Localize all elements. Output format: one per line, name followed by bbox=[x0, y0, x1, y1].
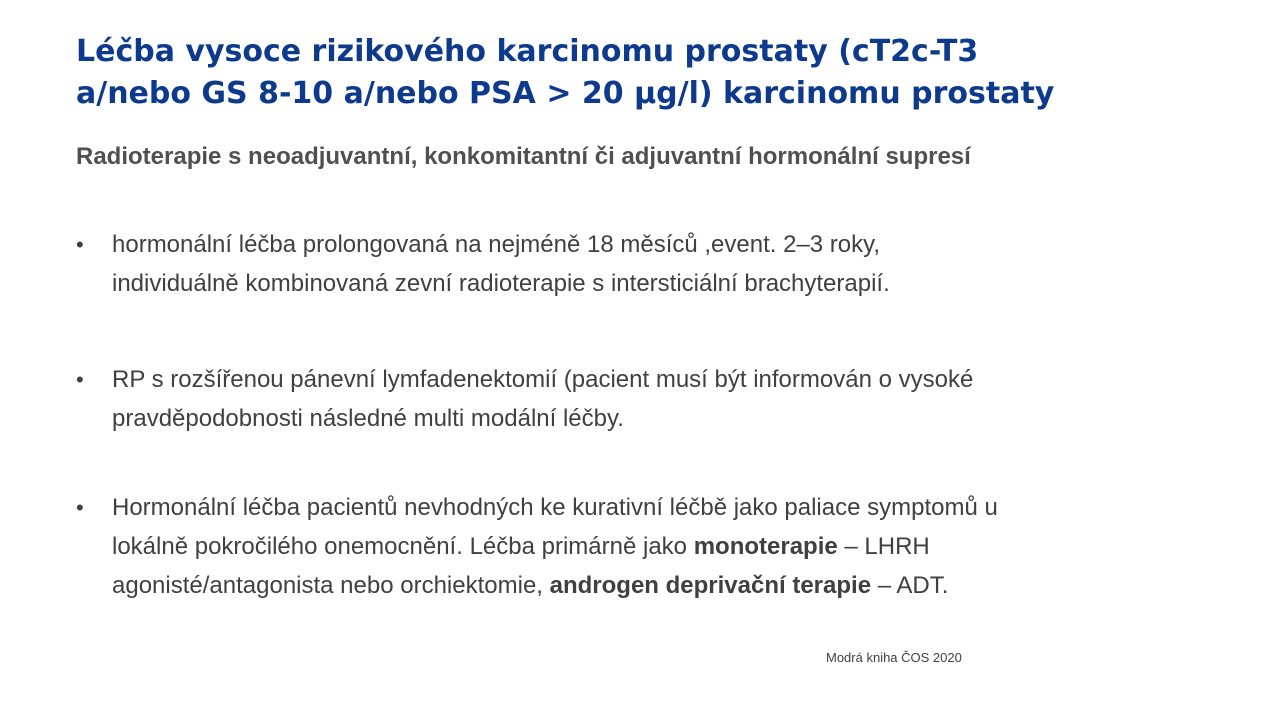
bullet-marker: • bbox=[76, 495, 84, 520]
bullet-line bbox=[112, 566, 1226, 605]
bullet-line: hormonální léčba prolongovaná na nejméně 18 měsíců ,event. 2–3 roky, bbox=[112, 231, 881, 258]
bullet-text bbox=[112, 488, 1226, 605]
bullet-marker: • bbox=[76, 367, 84, 392]
bullet-marker: • bbox=[76, 232, 84, 257]
bullet-line: RP s rozšířenou pánevní lymfadenektomií (pacient musí být informován o vysoké bbox=[112, 366, 974, 393]
slide-title bbox=[76, 31, 1256, 115]
bullet-text bbox=[112, 360, 1226, 438]
bullet-line: individuálně kombinovaná zevní radioterapie s intersticiální brachyterapií. bbox=[112, 270, 890, 297]
bullet-text-segment: – ADT. bbox=[871, 572, 949, 599]
slide-title-line-2: a/nebo GS 8-10 a/nebo PSA > 20 μg/l) karcinomu prostaty bbox=[76, 76, 1055, 111]
bullet-text-segment: – LHRH bbox=[837, 533, 930, 560]
slide-subtitle: Radioterapie s neoadjuvantní, konkomitantní či adjuvantní hormonální supresí bbox=[76, 143, 971, 170]
bullet-text-segment: agonisté/antagonista nebo orchiektomie, bbox=[112, 572, 550, 599]
bullet-line: pravděpodobnosti následné multi modální léčby. bbox=[112, 405, 624, 432]
bullet-line bbox=[112, 527, 1226, 566]
bullet-emphasis-monoterapie: monoterapie bbox=[693, 533, 838, 560]
bullet-item-1 bbox=[76, 225, 1226, 303]
bullet-line: Hormonální léčba pacientů nevhodných ke kurativní léčbě jako paliace symptomů u bbox=[112, 494, 998, 521]
bullet-text-segment: lokálně pokročilého onemocnění. Léčba primárně jako bbox=[112, 533, 694, 560]
bullet-text bbox=[112, 225, 1226, 303]
source-citation: Modrá kniha ČOS 2020 bbox=[826, 650, 962, 665]
bullet-item-3 bbox=[76, 488, 1226, 605]
bullet-item-2 bbox=[76, 360, 1226, 438]
bullet-emphasis-adt: androgen deprivační terapie bbox=[549, 572, 872, 599]
slide-title-line-1: Léčba vysoce rizikového karcinomu prostaty (cT2c-T3 bbox=[76, 34, 979, 69]
